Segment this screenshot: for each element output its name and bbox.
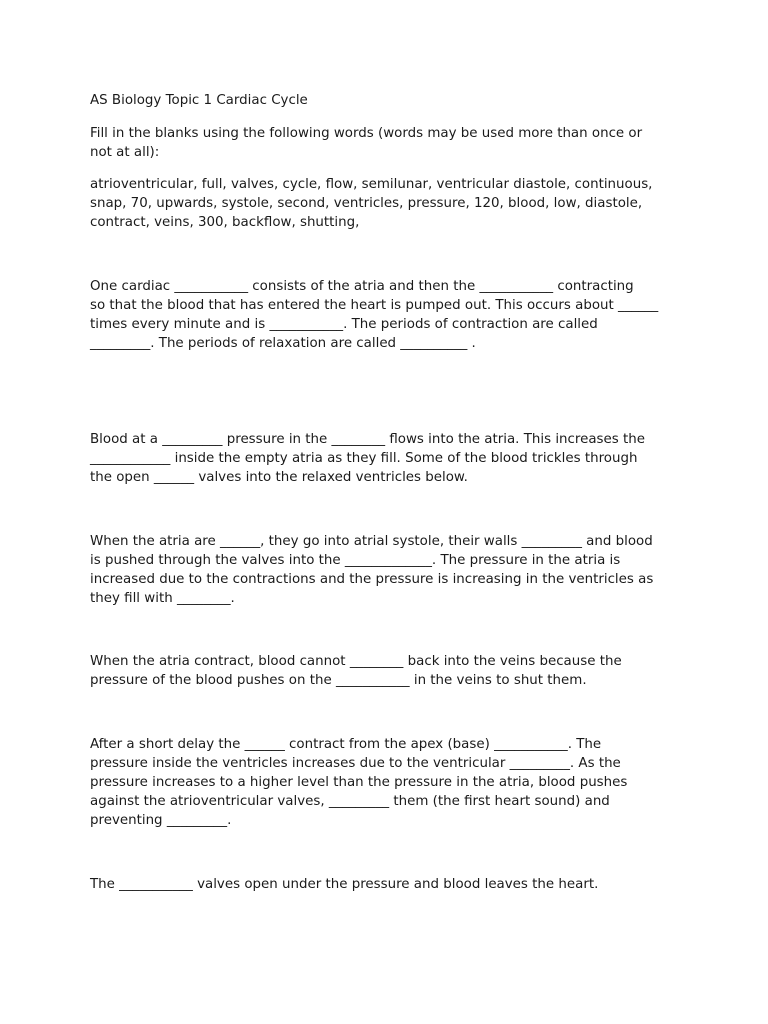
paragraph-5-line: After a short delay the ______ contract from the apex (base) ___________. The [90, 737, 602, 752]
paragraph-3-line: they fill with ________. [90, 591, 235, 606]
paragraph-2-line: the open ______ valves into the relaxed ventricles below. [90, 470, 468, 485]
paragraph-1-line: so that the blood that has entered the heart is pumped out. This occurs about ______ [90, 298, 659, 313]
word-bank-line: contract, veins, 300, backflow, shutting, [90, 215, 360, 230]
paragraph-3-line: increased due to the contractions and the pressure is increasing in the ventricles as [90, 572, 654, 587]
instructions-line: Fill in the blanks using the following words (words may be used more than once or [90, 126, 643, 141]
paragraph-5-line: pressure inside the ventricles increases due to the ventricular _________. As the [90, 756, 621, 771]
paragraph-4-line: When the atria contract, blood cannot ________ back into the veins because the [90, 654, 622, 669]
paragraph-1-line: _________. The periods of relaxation are called __________ . [90, 336, 476, 351]
document-title: AS Biology Topic 1 Cardiac Cycle [90, 93, 308, 108]
paragraph-5-line: against the atrioventricular valves, _________ them (the first heart sound) and [90, 794, 610, 809]
paragraph-4-line: pressure of the blood pushes on the ___________ in the veins to shut them. [90, 673, 587, 688]
paragraph-5-line: pressure increases to a higher level than the pressure in the atria, blood pushes [90, 775, 628, 790]
paragraph-6-line: The ___________ valves open under the pressure and blood leaves the heart. [90, 877, 599, 892]
instructions-line: not at all): [90, 145, 160, 160]
paragraph-3-line: When the atria are ______, they go into atrial systole, their walls _________ and blood [90, 534, 653, 549]
word-bank-line: atrioventricular, full, valves, cycle, flow, semilunar, ventricular diastole, continuous, [90, 177, 653, 192]
paragraph-1-line: One cardiac ___________ consists of the atria and then the ___________ contracting [90, 279, 634, 294]
word-bank-line: snap, 70, upwards, systole, second, ventricles, pressure, 120, blood, low, diastole, [90, 196, 643, 211]
paragraph-5-line: preventing _________. [90, 813, 232, 828]
paragraph-1-line: times every minute and is ___________. The periods of contraction are called [90, 317, 598, 332]
paragraph-3-line: is pushed through the valves into the _____________. The pressure in the atria is [90, 553, 621, 568]
paragraph-2-line: ____________ inside the empty atria as they fill. Some of the blood trickles through [90, 451, 638, 466]
paragraph-2-line: Blood at a _________ pressure in the ________ flows into the atria. This increases the [90, 432, 645, 447]
